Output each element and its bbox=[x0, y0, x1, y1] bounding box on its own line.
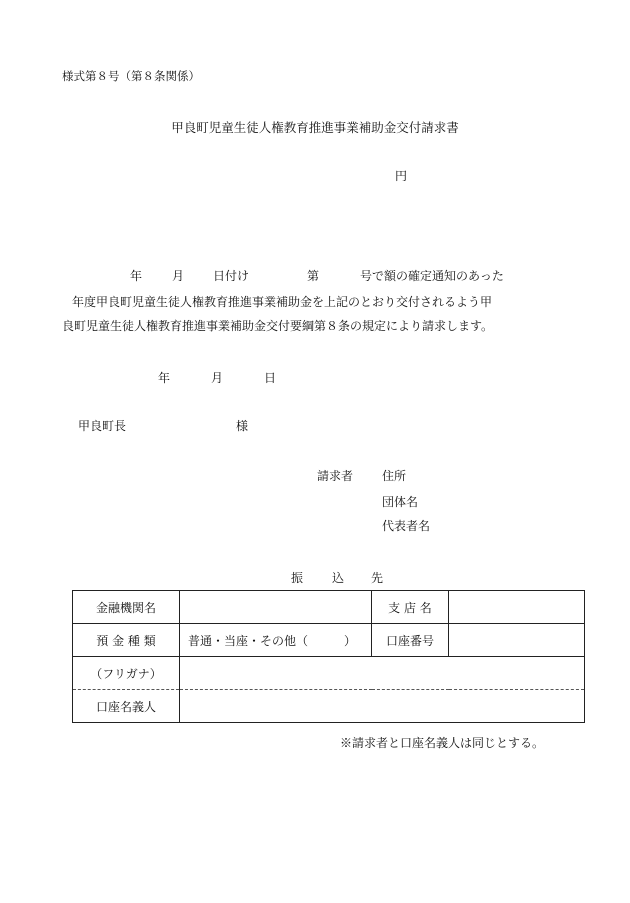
transfer-title-char-3: 先 bbox=[371, 571, 384, 585]
account-number-label: 口座番号 bbox=[372, 624, 449, 657]
table-row bbox=[73, 657, 585, 690]
footnote: ※請求者と口座名義人は同じとする。 bbox=[340, 736, 545, 750]
account-holder-label: 口座名義人 bbox=[73, 690, 180, 723]
table-row bbox=[73, 690, 585, 723]
transfer-title-char-1: 振 bbox=[291, 571, 304, 585]
notice-month-label: 月 bbox=[172, 269, 185, 283]
requester-representative-label: 代表者名 bbox=[382, 519, 431, 533]
form-number: 様式第８号（第８条関係） bbox=[62, 69, 200, 83]
deposit-type-options[interactable]: 普通・当座・その他（ ） bbox=[180, 624, 372, 657]
addressee-honorific: 様 bbox=[236, 419, 249, 433]
requester-label: 請求者 bbox=[317, 469, 354, 483]
table-row bbox=[73, 591, 585, 624]
notice-number-text: 号で額の確定通知のあった bbox=[360, 269, 504, 283]
furigana-field[interactable] bbox=[180, 657, 585, 690]
addressee-name: 甲良町長 bbox=[78, 419, 127, 433]
notice-date-label: 日付け bbox=[213, 269, 250, 283]
account-number-field[interactable] bbox=[449, 624, 585, 657]
bank-transfer-table bbox=[72, 590, 585, 723]
notice-year-label: 年 bbox=[130, 269, 143, 283]
notice-dai-label: 第 bbox=[307, 269, 320, 283]
account-holder-field[interactable] bbox=[180, 690, 585, 723]
requester-group-label: 団体名 bbox=[382, 495, 419, 509]
requester-address-label: 住所 bbox=[382, 469, 407, 483]
amount-yen-label: 円 bbox=[395, 169, 408, 183]
branch-name-label: 支 店 名 bbox=[372, 591, 449, 624]
table-row bbox=[73, 624, 585, 657]
branch-name-field[interactable] bbox=[449, 591, 585, 624]
notice-body-line3: 良町児童生徒人権教育推進事業補助金交付要綱第８条の規定により請求します。 bbox=[62, 319, 494, 333]
request-year-label: 年 bbox=[158, 371, 171, 385]
request-day-label: 日 bbox=[264, 371, 277, 385]
transfer-title-char-2: 込 bbox=[332, 571, 345, 585]
request-month-label: 月 bbox=[211, 371, 224, 385]
notice-body-line2: 年度甲良町児童生徒人権教育推進事業補助金を上記のとおり交付されるよう甲 bbox=[72, 295, 493, 309]
furigana-label: （フリガナ） bbox=[73, 657, 180, 690]
bank-name-field[interactable] bbox=[180, 591, 372, 624]
bank-name-label: 金融機関名 bbox=[73, 591, 180, 624]
deposit-type-label: 預 金 種 類 bbox=[73, 624, 180, 657]
document-title: 甲良町児童生徒人権教育推進事業補助金交付請求書 bbox=[171, 120, 459, 135]
